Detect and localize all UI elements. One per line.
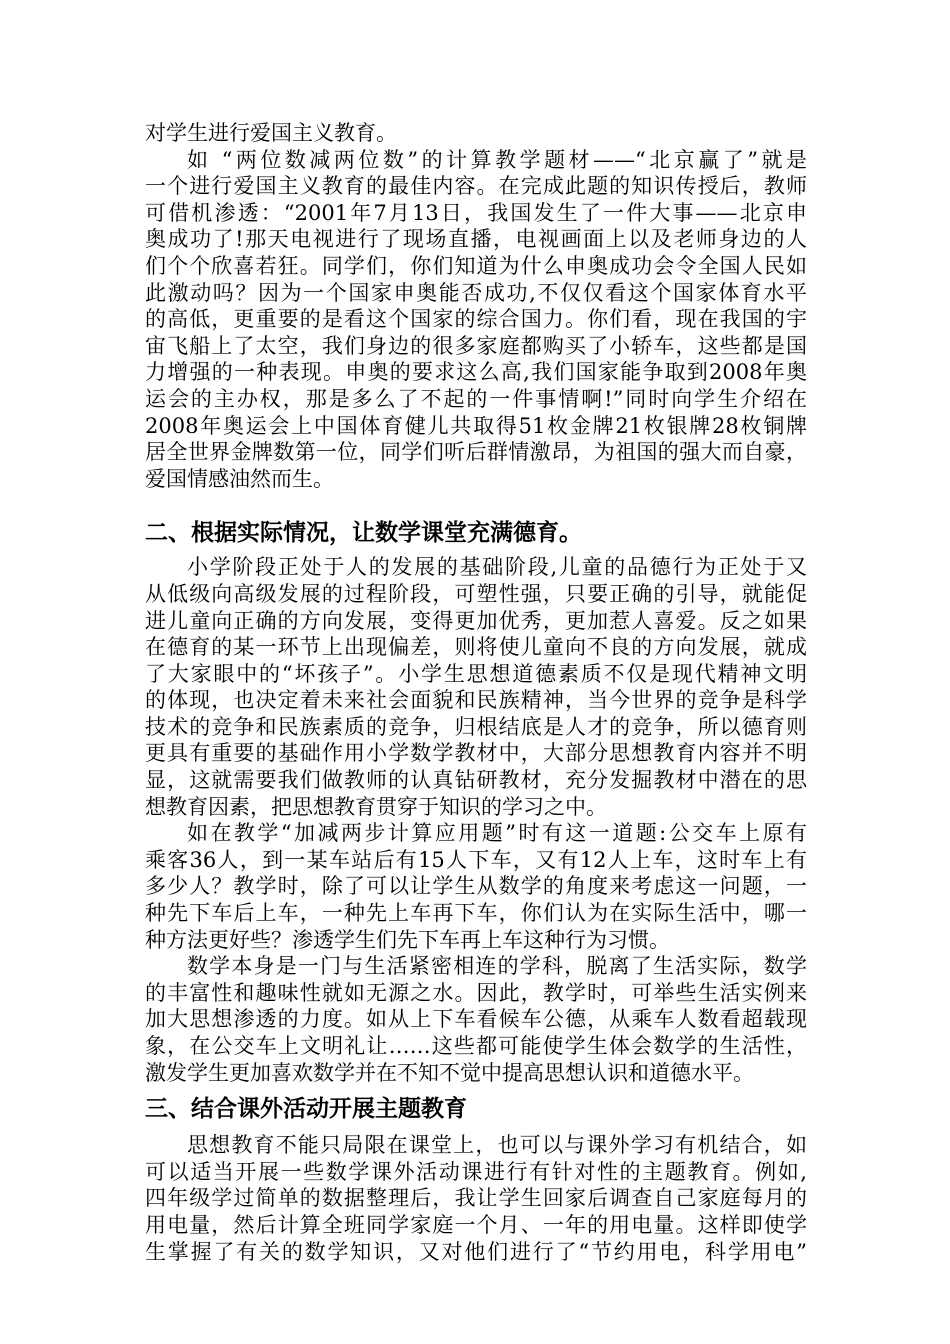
text-line: 显，这就需要我们做教师的认真钻研教材，充分发掘教材中潜在的思	[145, 768, 807, 793]
text-line: 更具有重要的基础作用小学数学教材中，大部分思想教育内容并不明	[145, 741, 807, 766]
text-line: 如在教学“加减两步计算应用题”时有这一道题:公交车上原有	[187, 821, 807, 846]
text-line: 奥成功了!那天电视进行了现场直播，电视画面上以及老师身边的人	[145, 227, 807, 252]
text-line: 数学本身是一门与生活紧密相连的学科，脱离了生活实际，数学	[187, 954, 807, 979]
text-line: 的丰富性和趣味性就如无源之水。因此，教学时，可举些生活实例来	[145, 980, 807, 1005]
text-line: 在德育的某一环节上出现偏差，则将使儿童向不良的方向发展，就成	[145, 635, 807, 660]
text-line: 用电量，然后计算全班同学家庭一个月、一年的用电量。这样即使学	[145, 1212, 807, 1237]
text-line: 乘客36人，到一某车站后有15人下车，又有12人上车，这时车上有	[145, 847, 807, 872]
paragraph-extracurricular	[145, 1132, 807, 1265]
text-line: 居全世界金牌数第一位，同学们听后群情激昂，为祖国的强大而自豪，	[145, 440, 807, 465]
text-line: 此激动吗？因为一个国家申奥能否成功,不仅仅看这个国家体育水平	[145, 280, 807, 305]
intro-paragraph	[145, 120, 807, 147]
document-page	[145, 120, 807, 1265]
section-heading-3: 三、结合课外活动开展主题教育	[145, 1096, 467, 1123]
text-line: 们个个欣喜若狂。同学们，你们知道为什么申奥成功会令全国人民如	[145, 253, 807, 278]
text-line: 可以适当开展一些数学课外活动课进行有针对性的主题教育。例如,	[145, 1159, 807, 1184]
text-line: 宙飞船上了太空，我们身边的很多家庭都购买了小轿车，这些都是国	[145, 333, 807, 358]
text-line: 想教育因素，把思想教育贯穿于知识的学习之中。	[145, 794, 607, 819]
text-line: 思想教育不能只局限在课堂上，也可以与课外学习有机结合，如	[187, 1133, 807, 1158]
text-line: 力增强的一种表现。申奥的要求这么高,我们国家能争取到2008年奥	[145, 360, 807, 385]
text-line: 可借机渗透：“2001年7月13日，我国发生了一件大事——北京申	[145, 200, 807, 225]
paragraph-moral-education	[145, 554, 807, 820]
text-line: 加大思想渗透的力度。如从上下车看候车公德，从乘车人数看超载现	[145, 1007, 807, 1032]
text-line: 激发学生更加喜欢数学并在不知不觉中提高思想认识和道德水平。	[145, 1060, 754, 1085]
text-line: 种方法更好些？渗透学生们先下车再上车这种行为习惯。	[145, 927, 670, 952]
text-line: 小学阶段正处于人的发展的基础阶段,儿童的品德行为正处于又	[187, 555, 807, 580]
text-line: 技术的竞争和民族素质的竞争，归根结底是人才的竞争，所以德育则	[145, 714, 807, 739]
text-line: 象，在公交车上文明礼让……这些都可能使学生体会数学的生活性，	[145, 1034, 807, 1058]
text-line: 四年级学过简单的数据整理后，我让学生回家后调查自己家庭每月的	[145, 1186, 807, 1211]
text-line: 进儿童向正确的方向发展，变得更加优秀，更加惹人喜爱。反之如果	[145, 608, 807, 633]
text-line: 了大家眼中的“坏孩子”。小学生思想道德素质不仅是现代精神文明	[145, 661, 807, 686]
text-line: 运会的主办权，那是多么了不起的一件事情啊!”同时向学生介绍在	[145, 386, 807, 411]
text-line: 2008年奥运会上中国体育健儿共取得51枚金牌21枚银牌28枚铜牌	[145, 413, 807, 438]
text-line: 种先下车后上车，一种先上车再下车，你们认为在实际生活中，哪一	[145, 901, 807, 926]
text-line: 多少人？教学时，除了可以让学生从数学的角度来考虑这一问题，一	[145, 874, 807, 899]
text-line: 的体现，也决定着未来社会面貌和民族精神，当今世界的竞争是科学	[145, 688, 807, 713]
text-line: 爱国情感油然而生。	[145, 466, 334, 491]
text-line: 如 “两位数减两位数”的计算教学题材——“北京赢了”就是	[187, 147, 807, 172]
text-line: 一个进行爱国主义教育的最佳内容。在完成此题的知识传授后，教师	[145, 174, 807, 199]
paragraph-beijing-olympics	[145, 147, 807, 493]
paragraph-bus-problem	[145, 820, 807, 953]
text-line: 对学生进行爱国主义教育。	[145, 121, 397, 145]
text-line: 生掌握了有关的数学知识，又对他们进行了“节约用电，科学用电”	[145, 1239, 807, 1264]
section-heading-2: 二、根据实际情况，让数学课堂充满德育。	[145, 520, 582, 547]
paragraph-math-and-life	[145, 953, 807, 1086]
text-line: 从低级向高级发展的过程阶段，可塑性强，只要正确的引导，就能促	[145, 581, 807, 606]
text-line: 的高低，更重要的是看这个国家的综合国力。你们看，现在我国的宇	[145, 307, 807, 332]
